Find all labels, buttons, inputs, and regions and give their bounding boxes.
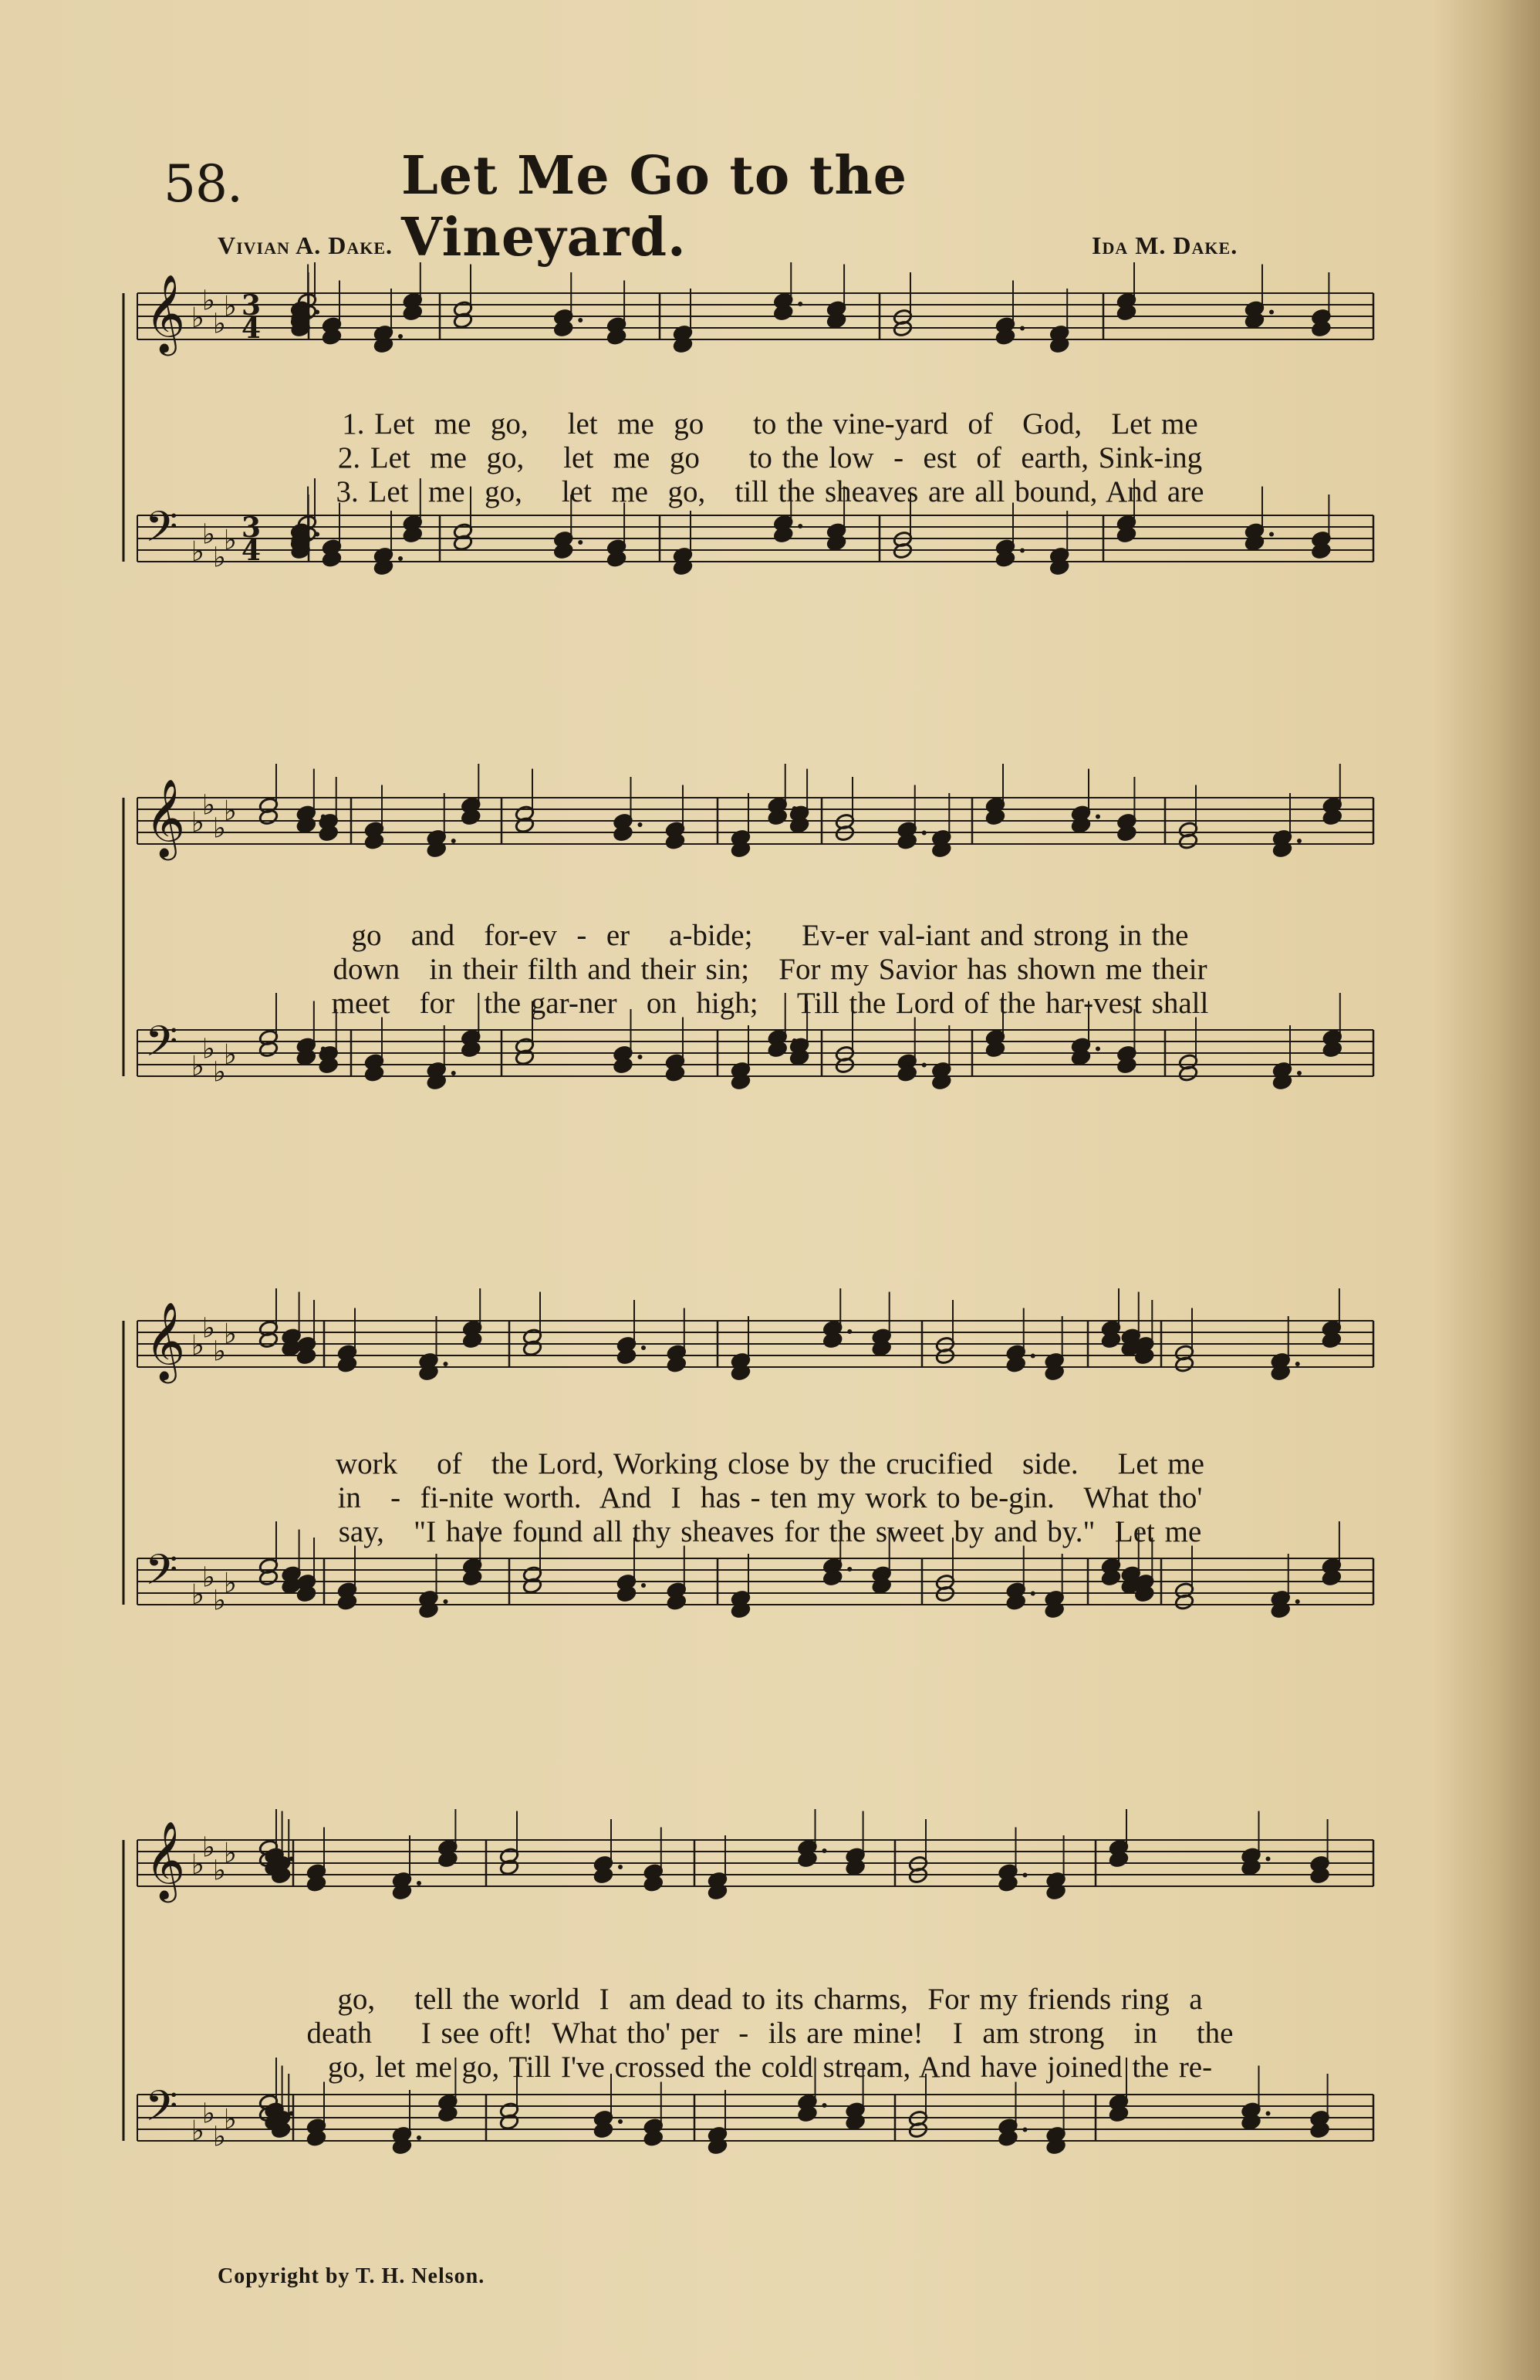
dot [578, 540, 583, 545]
time-signature-top: 3 [241, 289, 262, 322]
lyric-line: 2. Let me go, let me go to the low - est of earth, Sink-ing [337, 441, 1203, 474]
dot [1023, 1873, 1028, 1878]
dot [398, 556, 403, 561]
time-signature-top: 3 [241, 511, 262, 544]
flat-sign: ♭ [191, 2115, 204, 2147]
dot [798, 302, 802, 306]
dot [638, 822, 643, 827]
dot [847, 1329, 852, 1334]
flat-sign: ♭ [202, 1561, 215, 1594]
dot [847, 1567, 852, 1571]
time-signature-bottom: 4 [241, 535, 262, 567]
flat-sign: ♭ [191, 1051, 204, 1082]
music-system-1 [0, 262, 1540, 694]
dot [444, 1599, 448, 1604]
dot [1266, 1857, 1271, 1862]
dot [1295, 1599, 1300, 1604]
dot [1297, 1071, 1302, 1075]
flat-sign: ♭ [213, 812, 226, 845]
dot [1297, 839, 1302, 843]
lyric-line: say, "I have found all thy sheaves for the sweet by and by." Let me [338, 1515, 1202, 1548]
flat-sign: ♭ [191, 807, 204, 839]
dot [451, 839, 456, 843]
treble-clef: 𝄞 [145, 273, 186, 353]
composer-credit: Ida M. Dake. [1092, 231, 1238, 259]
flat-sign: ♭ [202, 1033, 215, 1065]
dot [798, 524, 802, 528]
dot [641, 1345, 646, 1350]
flat-sign: ♭ [191, 1579, 204, 1611]
dot [1031, 1592, 1035, 1596]
dot [417, 1881, 421, 1885]
lyric-line: 3. Let me go, let me go, till the sheaves are all bound, And are [336, 475, 1204, 508]
dot [451, 1071, 456, 1075]
music-system-3 [0, 1288, 1540, 1720]
music-system-4 [0, 1809, 1540, 2241]
flat-sign: ♭ [224, 1039, 237, 1071]
flat-sign: ♭ [202, 1312, 215, 1345]
bass-clef: 𝄢 [145, 1545, 178, 1605]
hymn-title: Let Me Go to the Vineyard. [401, 145, 908, 268]
lyric-line: go, let me go, Till I've crossed the cold stream, And have joined the re- [327, 2051, 1213, 2084]
dot [618, 2119, 623, 2124]
lyric-line: down in their filth and their sin; For my Savior has shown me their [333, 953, 1207, 986]
bass-clef: 𝄢 [145, 502, 178, 562]
flat-sign: ♭ [224, 525, 237, 556]
lyric-line: meet for the gar-ner on high; Till the Lord of the har-vest shall [331, 987, 1209, 1020]
bass-clef: 𝄢 [145, 1017, 178, 1076]
flat-sign: ♭ [224, 1318, 237, 1350]
time-signature-bottom: 4 [241, 312, 262, 345]
flat-sign: ♭ [191, 302, 204, 334]
flat-sign: ♭ [213, 542, 226, 574]
dot [398, 334, 403, 339]
flat-sign: ♭ [213, 1056, 226, 1089]
dot [315, 532, 319, 537]
dot [1096, 815, 1100, 819]
treble-clef: 𝄞 [145, 1820, 186, 1899]
flat-sign: ♭ [224, 291, 237, 322]
treble-clef: 𝄞 [145, 1301, 186, 1380]
dot [822, 2103, 827, 2108]
music-system-2 [0, 764, 1540, 1196]
dot [1031, 1354, 1035, 1359]
lyric-line: work of the Lord, Working close by the crucified side. Let me [336, 1447, 1204, 1480]
flat-sign: ♭ [202, 518, 215, 551]
flat-sign: ♭ [213, 1855, 226, 1887]
dot [1020, 549, 1025, 553]
dot [444, 1362, 448, 1366]
lyric-line: go and for-ev - er a-bide; Ev-er val-iant and strong in the [351, 919, 1189, 952]
dot [1269, 532, 1274, 537]
flat-sign: ♭ [202, 285, 215, 317]
flat-sign: ♭ [202, 1831, 215, 1864]
dot [1269, 310, 1274, 315]
dot [578, 318, 583, 322]
dot [922, 1063, 927, 1068]
dot [822, 1848, 827, 1853]
dot [1266, 2112, 1271, 2116]
hymn-number: 58. [164, 154, 242, 214]
dot [1295, 1362, 1300, 1366]
flat-sign: ♭ [191, 536, 204, 568]
dot [1020, 326, 1025, 331]
lyric-line: 1. Let me go, let me go to the vine-yard of God, Let me [342, 407, 1198, 441]
dot [922, 831, 927, 836]
flat-sign: ♭ [202, 789, 215, 822]
flat-sign: ♭ [202, 2098, 215, 2130]
flat-sign: ♭ [213, 1585, 226, 1617]
treble-clef: 𝄞 [145, 778, 186, 857]
flat-sign: ♭ [213, 308, 226, 340]
dot [417, 2135, 421, 2140]
flat-sign: ♭ [224, 1838, 237, 1869]
dot [315, 310, 319, 315]
dot [618, 1865, 623, 1869]
dot [638, 1055, 643, 1059]
dot [1023, 2128, 1028, 2132]
flat-sign: ♭ [224, 795, 237, 827]
lyricist-credit: Vivian A. Dake. [218, 231, 393, 259]
dot [1096, 1047, 1100, 1052]
dot [641, 1583, 646, 1588]
lyric-line: death I see oft! What tho' per - ils are mine! I am strong in the [306, 2017, 1234, 2050]
flat-sign: ♭ [191, 1330, 204, 1362]
flat-sign: ♭ [213, 2121, 226, 2153]
bass-clef: 𝄢 [145, 2081, 178, 2141]
flat-sign: ♭ [213, 1335, 226, 1368]
copyright-notice: Copyright by T. H. Nelson. [218, 2264, 485, 2288]
flat-sign: ♭ [224, 2104, 237, 2135]
flat-sign: ♭ [224, 1568, 237, 1599]
flat-sign: ♭ [191, 1849, 204, 1881]
lyric-line: go, tell the world I am dead to its charms, For my friends ring a [337, 1983, 1203, 2016]
lyric-line: in - fi-nite worth. And I has - ten my work to be-gin. What tho' [337, 1481, 1203, 1514]
